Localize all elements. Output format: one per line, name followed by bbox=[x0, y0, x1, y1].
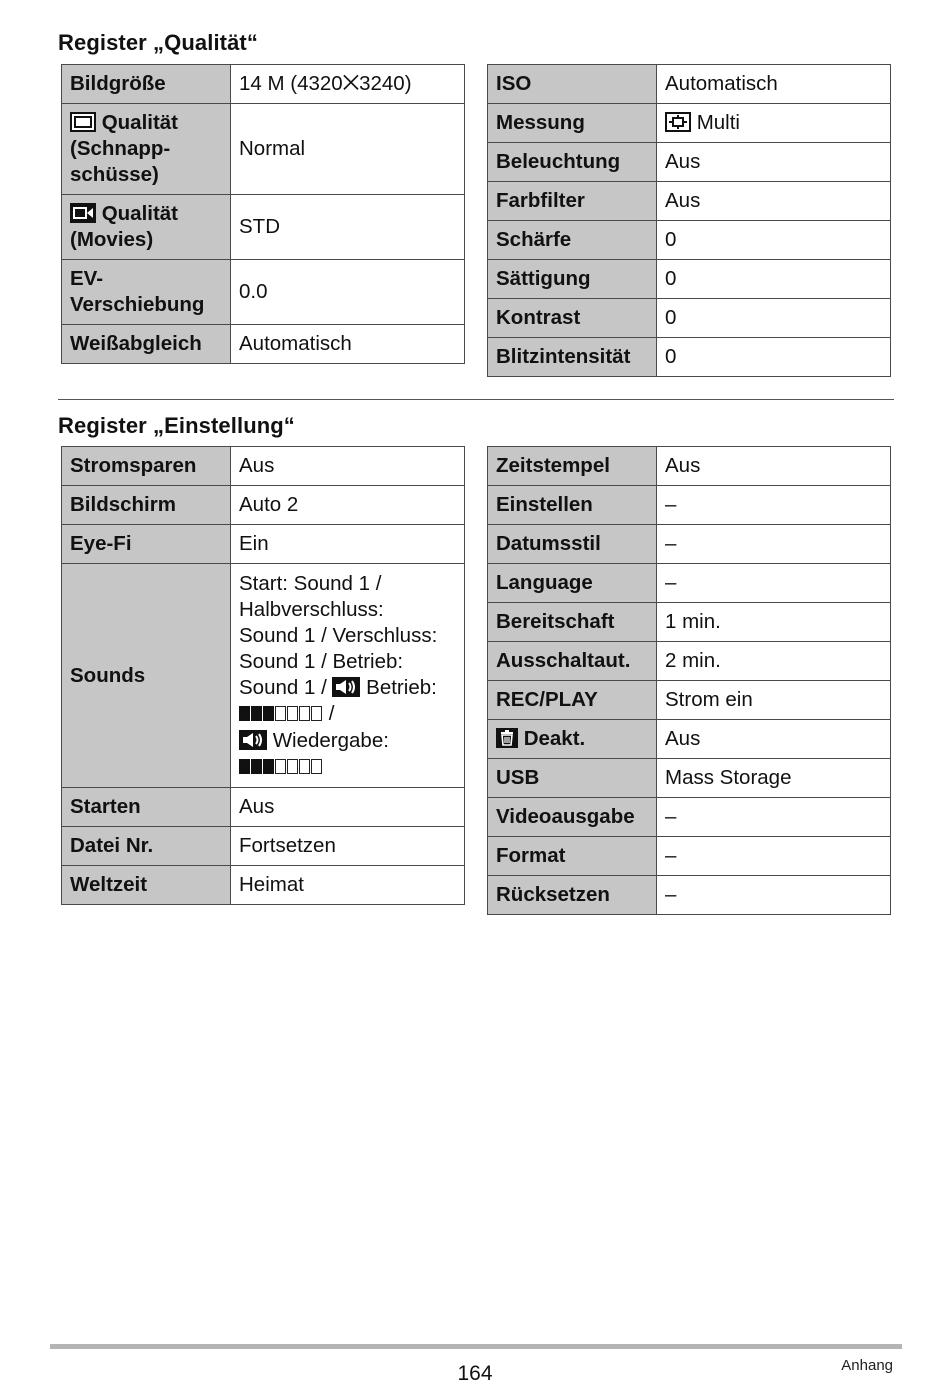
table-row bbox=[62, 260, 465, 325]
setting-label: Sounds bbox=[62, 564, 231, 788]
setting-label: Datei Nr. bbox=[62, 827, 231, 866]
setting-value: – bbox=[657, 798, 891, 837]
setting-value: 14 M (4320⨉3240) bbox=[231, 65, 465, 104]
setting-value: Auto 2 bbox=[231, 486, 465, 525]
setting-label: Messung bbox=[488, 104, 657, 143]
setting-value: Aus bbox=[657, 720, 891, 759]
section-divider bbox=[58, 399, 894, 400]
setting-label: Bildgröße bbox=[62, 65, 231, 104]
setting-label: Beleuchtung bbox=[488, 143, 657, 182]
setting-value: – bbox=[657, 486, 891, 525]
setting-value: 0 bbox=[657, 299, 891, 338]
setting-value: 2 min. bbox=[657, 642, 891, 681]
einstellung-table-right bbox=[487, 446, 891, 915]
table-row bbox=[488, 143, 891, 182]
table-row bbox=[488, 798, 891, 837]
table-row bbox=[488, 876, 891, 915]
setting-label: EV- Verschiebung bbox=[62, 260, 231, 325]
setting-value: Ein bbox=[231, 525, 465, 564]
table-row bbox=[62, 195, 465, 260]
setting-value: – bbox=[657, 525, 891, 564]
table-row bbox=[488, 681, 891, 720]
setting-value: Multi bbox=[657, 104, 891, 143]
table-row bbox=[488, 182, 891, 221]
table-row bbox=[62, 104, 465, 195]
setting-label: ISO bbox=[488, 65, 657, 104]
table-row bbox=[488, 299, 891, 338]
setting-value: Aus bbox=[657, 182, 891, 221]
setting-value: – bbox=[657, 876, 891, 915]
table-row bbox=[488, 104, 891, 143]
setting-label: Qualität (Schnapp- schüsse) bbox=[62, 104, 231, 195]
setting-label: Deakt. bbox=[488, 720, 657, 759]
table-row bbox=[62, 564, 465, 788]
setting-label: Einstellen bbox=[488, 486, 657, 525]
trash-icon bbox=[496, 728, 518, 748]
setting-label: Kontrast bbox=[488, 299, 657, 338]
speaker-icon bbox=[239, 730, 267, 750]
setting-label: REC/PLAY bbox=[488, 681, 657, 720]
table-row bbox=[62, 788, 465, 827]
table-row bbox=[62, 325, 465, 364]
qualitaet-table-right bbox=[487, 64, 891, 377]
setting-label: Blitzintensität bbox=[488, 338, 657, 377]
setting-label: Datumsstil bbox=[488, 525, 657, 564]
setting-value: Start: Sound 1 / Halbverschluss: Sound 1 / Verschluss: Sound 1 / Betrieb: Sound 1 / Betrieb: / Wiedergabe: bbox=[231, 564, 465, 788]
setting-value: 0 bbox=[657, 338, 891, 377]
setting-value: Heimat bbox=[231, 866, 465, 905]
setting-label: Schärfe bbox=[488, 221, 657, 260]
setting-value: 0 bbox=[657, 260, 891, 299]
table-row bbox=[488, 486, 891, 525]
footer-rule bbox=[50, 1344, 902, 1349]
table-row bbox=[62, 447, 465, 486]
table-row bbox=[488, 221, 891, 260]
setting-label: Eye-Fi bbox=[62, 525, 231, 564]
einstellung-table-left bbox=[61, 446, 465, 905]
section-title-qualitaet: Register „Qualität“ bbox=[58, 30, 258, 55]
table-row bbox=[488, 260, 891, 299]
setting-label: Language bbox=[488, 564, 657, 603]
page-number: 164 bbox=[457, 1362, 493, 1385]
setting-value: Aus bbox=[231, 447, 465, 486]
setting-value: Aus bbox=[657, 447, 891, 486]
table-row bbox=[488, 564, 891, 603]
setting-value: Automatisch bbox=[657, 65, 891, 104]
setting-value: Strom ein bbox=[657, 681, 891, 720]
setting-value: – bbox=[657, 837, 891, 876]
setting-label: Zeitstempel bbox=[488, 447, 657, 486]
setting-value: Automatisch bbox=[231, 325, 465, 364]
setting-label: Bildschirm bbox=[62, 486, 231, 525]
table-row bbox=[62, 525, 465, 564]
table-row bbox=[488, 642, 891, 681]
table-row bbox=[62, 65, 465, 104]
setting-value: Aus bbox=[657, 143, 891, 182]
setting-label: Ausschaltaut. bbox=[488, 642, 657, 681]
setting-value: 1 min. bbox=[657, 603, 891, 642]
setting-value: Mass Storage bbox=[657, 759, 891, 798]
volume-level-operation bbox=[239, 702, 323, 728]
table-row bbox=[488, 759, 891, 798]
setting-label: Sättigung bbox=[488, 260, 657, 299]
setting-value: 0.0 bbox=[231, 260, 465, 325]
setting-label: Farbfilter bbox=[488, 182, 657, 221]
setting-value: Normal bbox=[231, 104, 465, 195]
snapshot-icon bbox=[70, 112, 96, 132]
setting-label: Bereitschaft bbox=[488, 603, 657, 642]
setting-value: STD bbox=[231, 195, 465, 260]
setting-label: Weltzeit bbox=[62, 866, 231, 905]
section-title-einstellung: Register „Einstellung“ bbox=[58, 413, 295, 438]
table-row bbox=[488, 837, 891, 876]
setting-label: Rücksetzen bbox=[488, 876, 657, 915]
table-row bbox=[488, 65, 891, 104]
setting-label: Videoausgabe bbox=[488, 798, 657, 837]
setting-value: Fortsetzen bbox=[231, 827, 465, 866]
setting-label: Qualität (Movies) bbox=[62, 195, 231, 260]
table-row bbox=[488, 447, 891, 486]
table-row bbox=[488, 525, 891, 564]
footer-section-label: Anhang bbox=[841, 1357, 893, 1374]
setting-label: USB bbox=[488, 759, 657, 798]
setting-value: 0 bbox=[657, 221, 891, 260]
movie-icon bbox=[70, 203, 96, 223]
table-row bbox=[62, 827, 465, 866]
table-row bbox=[62, 486, 465, 525]
setting-value: Aus bbox=[231, 788, 465, 827]
multi-metering-icon bbox=[665, 112, 691, 132]
setting-label: Weißabgleich bbox=[62, 325, 231, 364]
setting-label: Starten bbox=[62, 788, 231, 827]
table-row bbox=[488, 338, 891, 377]
table-row bbox=[488, 603, 891, 642]
volume-level-playback bbox=[239, 755, 323, 781]
table-row bbox=[62, 866, 465, 905]
setting-label: Format bbox=[488, 837, 657, 876]
qualitaet-table-left bbox=[61, 64, 465, 364]
setting-value: – bbox=[657, 564, 891, 603]
speaker-icon bbox=[332, 677, 360, 697]
table-row bbox=[488, 720, 891, 759]
setting-label: Stromsparen bbox=[62, 447, 231, 486]
